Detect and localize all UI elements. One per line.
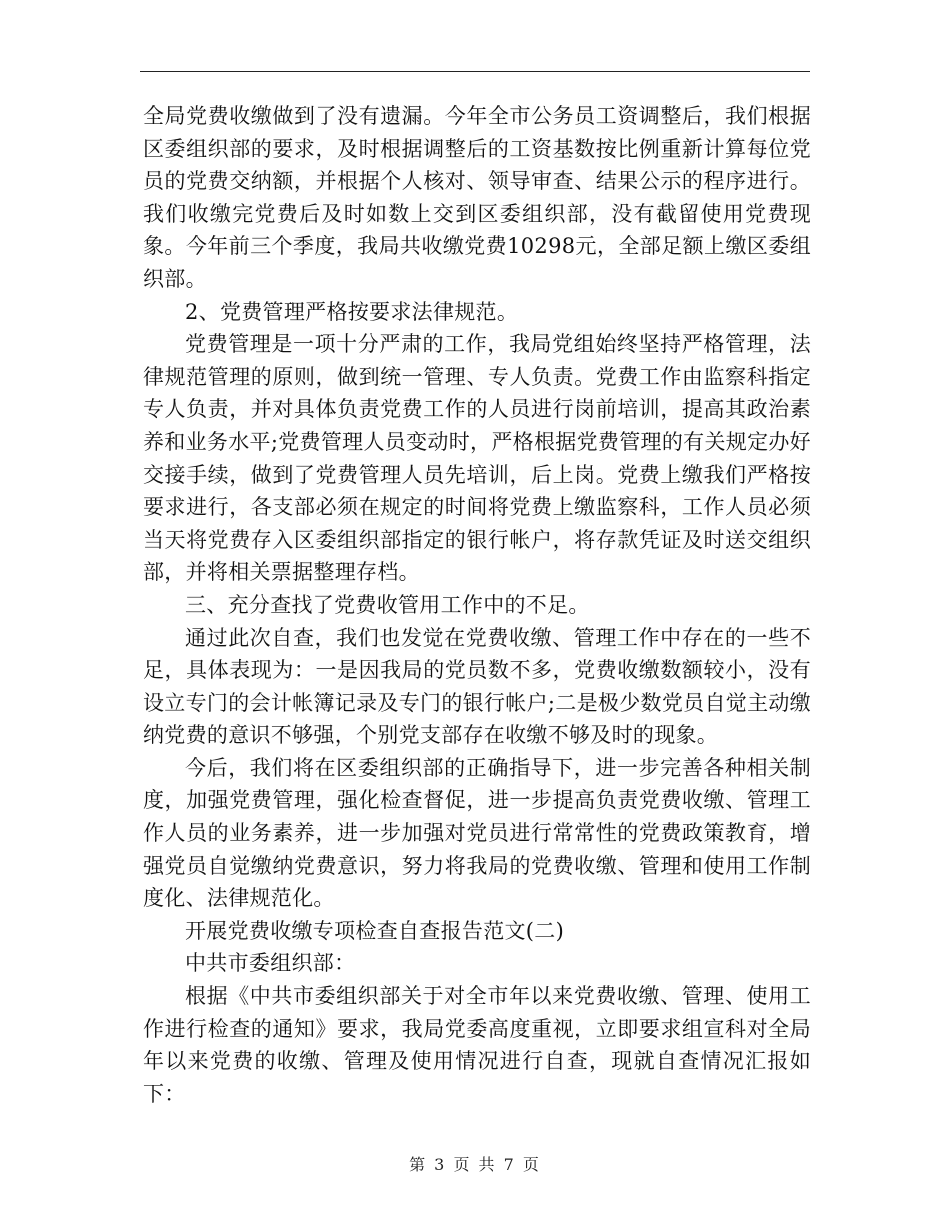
body-text [143,100,811,1110]
paragraph-report-title-two: 开展党费收缴专项检查自查报告范文(二) [185,918,565,943]
header-rule [140,71,810,72]
paragraph-heading-fee-management: 2、党费管理严格按要求法律规范。 [185,299,519,324]
paragraph-addressee: 中共市委组织部： [185,951,356,976]
paragraph-report-intro: 根据《中共市委组织部关于对全市年以来党费收缴、管理、使用工作进行检查的通知》要求，我局党委高度重视，立即要求组宣科对全局年以来党费的收缴、管理及使用情况进行自查，现就自查情况汇报如下： [143,984,811,1106]
paragraph-shortcomings: 通过此次自查，我们也发觉在党费收缴、管理工作中存在的一些不足，具体表现为：一是因我局的党员数不多，党费收缴数额较小，没有设立专门的会计帐簿记录及专门的银行帐户;二是极少数党员自觉主动缴纳党费的意识不够强，个别党支部存在收缴不够及时的现象。 [143,625,811,748]
page-number-footer: 第 3 页 共 7 页 [409,1155,541,1174]
paragraph-future-plans: 今后，我们将在区委组织部的正确指导下，进一步完善各种相关制度，加强党费管理，强化检查督促，进一步提高负责党费收缴、管理工作人员的业务素养，进一步加强对党员进行常常性的党费政策教育，增强党员自觉缴纳党费意识，努力将我局的党费收缴、管理和使用工作制度化、法律规范化。 [143,755,811,911]
paragraph-heading-shortcomings: 三、充分查找了党费收管用工作中的不足。 [185,592,590,617]
paragraph-fee-management: 党费管理是一项十分严肃的工作，我局党组始终坚持严格管理，法律规范管理的原则，做到统一管理、专人负责。党费工作由监察科指定专人负责，并对具体负责党费工作的人员进行岗前培训，提高其政治素养和业务水平;党费管理人员变动时，严格根据党费管理的有关规定办好交接手续，做到了党费管理人员先培训，后上岗。党费上缴我们严格按要求进行，各支部必须在规定的时间将党费上缴监察科，工作人员必须当天将党费存入区委组织部指定的银行帐户，将存款凭证及时送交组织部，并将相关票据整理存档。 [143,332,811,585]
paragraph-continuation: 全局党费收缴做到了没有遗漏。今年全市公务员工资调整后，我们根据区委组织部的要求，及时根据调整后的工资基数按比例重新计算每位党员的党费交纳额，并根据个人核对、领导审查、结果公示的程序进行。我们收缴完党费后及时如数上交到区委组织部，没有截留使用党费现象。今年前三个季度，我局共收缴党费10298元，全部足额上缴区委组织部。 [143,104,811,291]
